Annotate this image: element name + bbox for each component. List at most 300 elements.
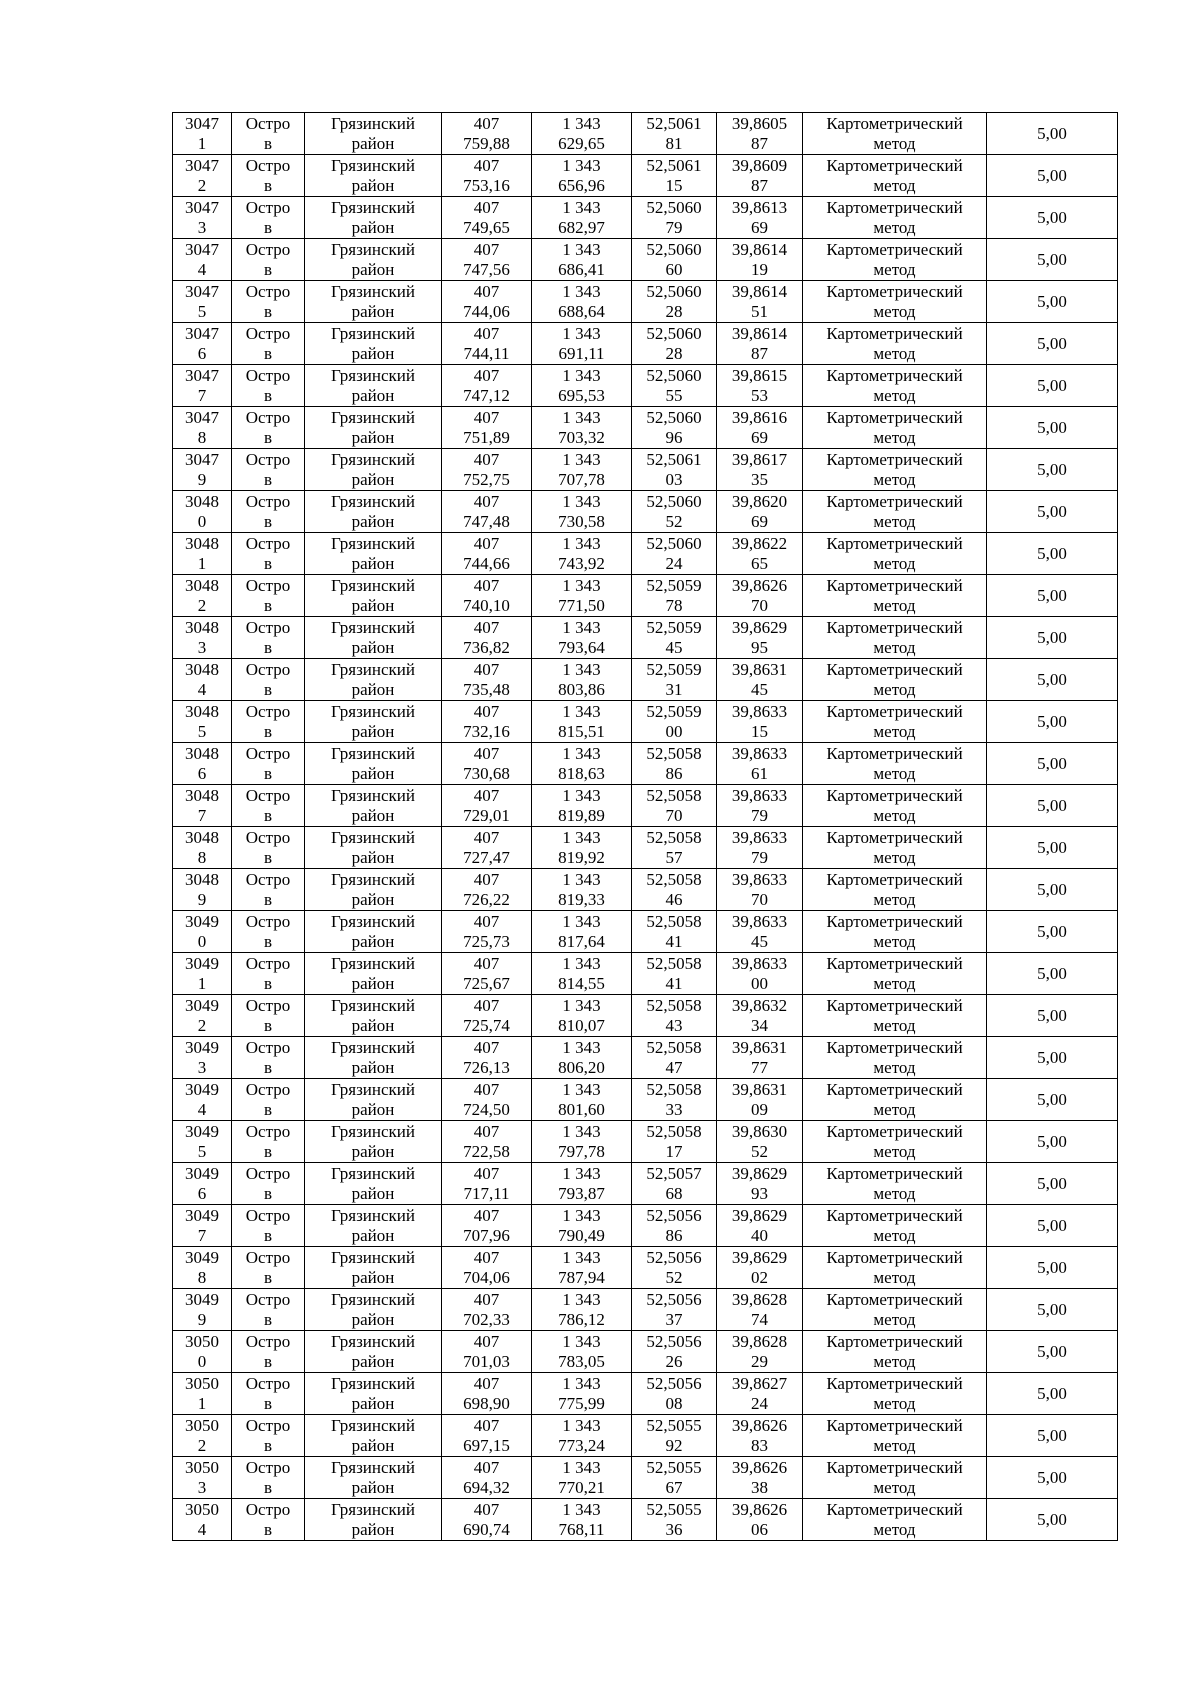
latitude-cell: [632, 659, 717, 701]
coord-x-line: 407: [473, 827, 500, 847]
point-number-cell: [173, 827, 232, 869]
longitude-cell: [717, 113, 803, 155]
object-type-line: Остро: [245, 701, 291, 721]
coord-y-line: 1 343: [562, 995, 601, 1015]
latitude-line: 08: [665, 1393, 683, 1413]
accuracy-cell: 5,00: [987, 1037, 1118, 1079]
latitude-cell: [632, 1457, 717, 1499]
latitude-line: 70: [665, 805, 683, 825]
latitude-line: 52,5058: [646, 995, 702, 1015]
coord-x-cell: [442, 1121, 532, 1163]
coord-y-line: 1 343: [562, 449, 601, 469]
longitude-line: 19: [751, 259, 768, 279]
method-line: метод: [873, 469, 916, 489]
object-type-line: Остро: [245, 1373, 291, 1393]
table-row: [173, 491, 1118, 533]
point-number-line: 4: [197, 679, 207, 699]
latitude-line: 52,5059: [646, 575, 702, 595]
longitude-line: 39,8629: [731, 1205, 788, 1225]
longitude-line: 39,8626: [731, 575, 788, 595]
coord-x-line: 407: [473, 407, 500, 427]
latitude-line: 52,5056: [646, 1289, 702, 1309]
point-number-line: 3049: [185, 953, 219, 973]
longitude-line: 69: [751, 217, 768, 237]
coord-y-cell: [532, 869, 632, 911]
longitude-line: 39,8622: [731, 533, 788, 553]
district-line: Грязинский: [331, 617, 415, 637]
coord-y-cell: [532, 1205, 632, 1247]
method-cell: [803, 617, 987, 659]
object-type-cell: [232, 1289, 305, 1331]
method-cell: [803, 827, 987, 869]
point-number-line: 6: [197, 1183, 207, 1203]
point-number-line: 3047: [185, 407, 219, 427]
latitude-line: 52,5060: [646, 491, 702, 511]
coord-x-cell: [442, 323, 532, 365]
object-type-cell: [232, 449, 305, 491]
method-line: Картометрический: [826, 1457, 963, 1477]
coord-y-cell: [532, 995, 632, 1037]
table-row: [173, 659, 1118, 701]
longitude-line: 52: [751, 1141, 768, 1161]
point-number-line: 3047: [185, 113, 219, 133]
longitude-line: 39,8605: [731, 113, 788, 133]
district-line: район: [351, 973, 395, 993]
coord-y-cell: [532, 1289, 632, 1331]
latitude-line: 15: [665, 175, 683, 195]
point-number-line: 3048: [185, 659, 219, 679]
district-cell: [305, 1457, 442, 1499]
district-cell: [305, 1289, 442, 1331]
method-line: метод: [873, 1267, 916, 1287]
coord-y-line: 1 343: [562, 113, 601, 133]
district-cell: [305, 1121, 442, 1163]
coord-x-line: 407: [473, 1457, 500, 1477]
district-cell: [305, 743, 442, 785]
table-row: [173, 449, 1118, 491]
district-cell: [305, 491, 442, 533]
point-number-cell: [173, 281, 232, 323]
longitude-line: 39,8628: [731, 1289, 788, 1309]
method-line: Картометрический: [826, 197, 963, 217]
accuracy-cell: 5,00: [987, 491, 1118, 533]
point-number-line: 3: [197, 637, 207, 657]
object-type-line: Остро: [245, 911, 291, 931]
district-cell: [305, 1247, 442, 1289]
point-number-cell: [173, 239, 232, 281]
point-number-line: 9: [197, 1309, 207, 1329]
point-number-cell: [173, 491, 232, 533]
method-line: метод: [873, 511, 916, 531]
method-cell: [803, 1457, 987, 1499]
district-cell: [305, 701, 442, 743]
coord-x-cell: [442, 1163, 532, 1205]
point-number-line: 7: [197, 805, 207, 825]
object-type-line: в: [263, 1057, 273, 1077]
point-number-cell: [173, 785, 232, 827]
method-line: Картометрический: [826, 533, 963, 553]
district-line: район: [351, 553, 395, 573]
district-cell: [305, 869, 442, 911]
object-type-line: в: [263, 1477, 273, 1497]
coord-x-line: 694,32: [463, 1477, 510, 1497]
district-cell: [305, 239, 442, 281]
latitude-cell: [632, 1331, 717, 1373]
object-type-cell: [232, 365, 305, 407]
longitude-cell: [717, 239, 803, 281]
object-type-line: Остро: [245, 281, 291, 301]
accuracy-cell: 5,00: [987, 407, 1118, 449]
coord-y-line: 1 343: [562, 155, 601, 175]
method-line: метод: [873, 301, 916, 321]
latitude-line: 52,5056: [646, 1331, 702, 1351]
district-line: район: [351, 175, 395, 195]
coord-x-line: 407: [473, 1415, 500, 1435]
method-line: метод: [873, 259, 916, 279]
coord-x-line: 749,65: [463, 217, 510, 237]
district-line: Грязинский: [331, 365, 415, 385]
method-line: Картометрический: [826, 953, 963, 973]
coord-x-line: 407: [473, 365, 500, 385]
point-number-cell: [173, 1121, 232, 1163]
object-type-line: в: [263, 511, 273, 531]
longitude-line: 39,8620: [731, 491, 788, 511]
latitude-line: 52,5060: [646, 365, 702, 385]
table-row: [173, 323, 1118, 365]
method-line: метод: [873, 763, 916, 783]
coord-y-line: 695,53: [558, 385, 605, 405]
coord-y-line: 801,60: [558, 1099, 605, 1119]
coord-y-line: 819,92: [558, 847, 605, 867]
object-type-line: в: [263, 133, 273, 153]
coord-y-cell: [532, 575, 632, 617]
coord-y-cell: [532, 701, 632, 743]
point-number-line: 3048: [185, 491, 219, 511]
coord-x-line: 759,88: [463, 133, 510, 153]
object-type-line: Остро: [245, 1247, 291, 1267]
method-cell: [803, 785, 987, 827]
coord-x-line: 732,16: [463, 721, 510, 741]
accuracy-cell: 5,00: [987, 1121, 1118, 1163]
method-line: метод: [873, 385, 916, 405]
latitude-cell: [632, 1079, 717, 1121]
method-line: Картометрический: [826, 785, 963, 805]
point-number-cell: [173, 197, 232, 239]
longitude-cell: [717, 1499, 803, 1541]
method-line: метод: [873, 805, 916, 825]
latitude-line: 52,5056: [646, 1373, 702, 1393]
coord-y-line: 1 343: [562, 575, 601, 595]
longitude-cell: [717, 1457, 803, 1499]
coord-y-line: 1 343: [562, 407, 601, 427]
method-cell: [803, 1331, 987, 1373]
accuracy-cell: 5,00: [987, 953, 1118, 995]
coord-x-line: 727,47: [463, 847, 510, 867]
coord-x-line: 407: [473, 1163, 500, 1183]
table-row: [173, 1247, 1118, 1289]
longitude-line: 93: [751, 1183, 768, 1203]
latitude-line: 52,5060: [646, 533, 702, 553]
latitude-cell: [632, 617, 717, 659]
point-number-line: 3050: [185, 1373, 219, 1393]
latitude-line: 00: [665, 721, 683, 741]
object-type-cell: [232, 239, 305, 281]
point-number-line: 3049: [185, 1247, 219, 1267]
coord-y-line: 1 343: [562, 1121, 601, 1141]
method-cell: [803, 1163, 987, 1205]
method-line: метод: [873, 1309, 916, 1329]
method-cell: [803, 743, 987, 785]
object-type-line: в: [263, 385, 273, 405]
latitude-line: 52,5060: [646, 407, 702, 427]
latitude-cell: [632, 1247, 717, 1289]
coord-x-cell: [442, 365, 532, 407]
method-line: Картометрический: [826, 365, 963, 385]
object-type-cell: [232, 281, 305, 323]
coord-x-line: 407: [473, 533, 500, 553]
latitude-line: 52,5058: [646, 869, 702, 889]
district-cell: [305, 1499, 442, 1541]
coord-y-line: 783,05: [558, 1351, 605, 1371]
longitude-line: 70: [751, 889, 768, 909]
method-line: метод: [873, 1141, 916, 1161]
point-number-cell: [173, 953, 232, 995]
latitude-line: 41: [665, 973, 683, 993]
point-number-line: 3048: [185, 827, 219, 847]
method-line: метод: [873, 679, 916, 699]
coord-y-line: 1 343: [562, 281, 601, 301]
point-number-cell: [173, 1415, 232, 1457]
coord-x-line: 407: [473, 995, 500, 1015]
accuracy-cell: 5,00: [987, 869, 1118, 911]
method-line: Картометрический: [826, 1079, 963, 1099]
coord-x-line: 407: [473, 659, 500, 679]
method-line: Картометрический: [826, 869, 963, 889]
latitude-line: 36: [665, 1519, 683, 1539]
district-line: район: [351, 763, 395, 783]
method-line: метод: [873, 1477, 916, 1497]
longitude-line: 79: [751, 847, 768, 867]
object-type-cell: [232, 995, 305, 1037]
coord-x-line: 752,75: [463, 469, 510, 489]
method-line: метод: [873, 1057, 916, 1077]
method-line: метод: [873, 595, 916, 615]
longitude-line: 39,8615: [731, 365, 788, 385]
object-type-cell: [232, 323, 305, 365]
coord-x-line: 729,01: [463, 805, 510, 825]
district-cell: [305, 995, 442, 1037]
point-number-line: 4: [197, 1519, 207, 1539]
point-number-line: 1: [197, 1393, 207, 1413]
coord-y-line: 770,21: [558, 1477, 605, 1497]
table-row: [173, 113, 1118, 155]
method-line: Картометрический: [826, 575, 963, 595]
point-number-line: 3048: [185, 743, 219, 763]
method-line: Картометрический: [826, 1289, 963, 1309]
table-row: [173, 869, 1118, 911]
coord-y-line: 771,50: [558, 595, 605, 615]
longitude-line: 39,8626: [731, 1415, 788, 1435]
point-number-cell: [173, 701, 232, 743]
longitude-line: 39,8633: [731, 701, 788, 721]
table-row: [173, 365, 1118, 407]
object-type-line: в: [263, 973, 273, 993]
point-number-cell: [173, 449, 232, 491]
method-line: метод: [873, 427, 916, 447]
coord-x-cell: [442, 1373, 532, 1415]
district-cell: [305, 953, 442, 995]
point-number-cell: [173, 1163, 232, 1205]
accuracy-cell: 5,00: [987, 1331, 1118, 1373]
coord-y-cell: [532, 155, 632, 197]
district-cell: [305, 281, 442, 323]
district-cell: [305, 1037, 442, 1079]
latitude-line: 57: [665, 847, 683, 867]
longitude-cell: [717, 449, 803, 491]
point-number-cell: [173, 407, 232, 449]
object-type-cell: [232, 1457, 305, 1499]
latitude-line: 31: [665, 679, 683, 699]
method-line: метод: [873, 1351, 916, 1371]
district-cell: [305, 365, 442, 407]
point-number-line: 3: [197, 1477, 207, 1497]
district-cell: [305, 533, 442, 575]
district-line: Грязинский: [331, 1205, 415, 1225]
coord-x-line: 747,56: [463, 259, 510, 279]
object-type-cell: [232, 491, 305, 533]
method-line: метод: [873, 1183, 916, 1203]
coord-x-cell: [442, 155, 532, 197]
method-line: метод: [873, 343, 916, 363]
coord-x-line: 407: [473, 701, 500, 721]
coord-y-line: 1 343: [562, 659, 601, 679]
coord-x-cell: [442, 1205, 532, 1247]
object-type-cell: [232, 407, 305, 449]
coord-x-line: 751,89: [463, 427, 510, 447]
coord-y-line: 629,65: [558, 133, 605, 153]
district-line: Грязинский: [331, 1373, 415, 1393]
district-line: Грязинский: [331, 1037, 415, 1057]
object-type-line: Остро: [245, 1415, 291, 1435]
coord-x-line: 753,16: [463, 175, 510, 195]
coord-y-line: 1 343: [562, 365, 601, 385]
district-line: район: [351, 301, 395, 321]
coord-x-line: 407: [473, 1289, 500, 1309]
latitude-cell: [632, 953, 717, 995]
longitude-line: 39,8609: [731, 155, 788, 175]
coord-x-cell: [442, 1415, 532, 1457]
latitude-cell: [632, 1289, 717, 1331]
method-cell: [803, 533, 987, 575]
accuracy-cell: 5,00: [987, 533, 1118, 575]
coord-y-line: 787,94: [558, 1267, 605, 1287]
coord-y-line: 790,49: [558, 1225, 605, 1245]
point-number-line: 0: [197, 1351, 207, 1371]
coord-x-line: 407: [473, 911, 500, 931]
coord-x-line: 702,33: [463, 1309, 510, 1329]
district-cell: [305, 617, 442, 659]
district-line: Грязинский: [331, 659, 415, 679]
coord-y-line: 1 343: [562, 1247, 601, 1267]
table-row: [173, 1205, 1118, 1247]
point-number-line: 3047: [185, 323, 219, 343]
district-line: Грязинский: [331, 1457, 415, 1477]
coord-y-line: 1 343: [562, 1457, 601, 1477]
coord-y-cell: [532, 743, 632, 785]
object-type-line: в: [263, 805, 273, 825]
method-line: метод: [873, 133, 916, 153]
longitude-cell: [717, 365, 803, 407]
latitude-cell: [632, 1121, 717, 1163]
accuracy-cell: 5,00: [987, 449, 1118, 491]
object-type-line: Остро: [245, 1037, 291, 1057]
coord-y-cell: [532, 1037, 632, 1079]
coord-x-cell: [442, 785, 532, 827]
longitude-line: 39,8626: [731, 1457, 788, 1477]
district-line: Грязинский: [331, 1499, 415, 1519]
coord-x-cell: [442, 827, 532, 869]
accuracy-cell: 5,00: [987, 575, 1118, 617]
point-number-cell: [173, 1373, 232, 1415]
table-row: [173, 1163, 1118, 1205]
point-number-line: 3049: [185, 1289, 219, 1309]
table-row: [173, 1289, 1118, 1331]
latitude-line: 86: [665, 763, 683, 783]
object-type-line: в: [263, 847, 273, 867]
coord-y-cell: [532, 953, 632, 995]
coord-y-line: 793,87: [558, 1183, 605, 1203]
coord-x-line: 717,11: [463, 1183, 510, 1203]
method-line: Картометрический: [826, 1121, 963, 1141]
latitude-cell: [632, 323, 717, 365]
latitude-line: 28: [665, 301, 683, 321]
coord-y-cell: [532, 1373, 632, 1415]
object-type-cell: [232, 827, 305, 869]
latitude-cell: [632, 407, 717, 449]
coord-y-line: 819,33: [558, 889, 605, 909]
latitude-line: 52,5058: [646, 743, 702, 763]
longitude-cell: [717, 827, 803, 869]
coord-x-line: 407: [473, 1373, 500, 1393]
district-line: район: [351, 1309, 395, 1329]
district-cell: [305, 827, 442, 869]
point-number-cell: [173, 995, 232, 1037]
longitude-cell: [717, 1079, 803, 1121]
coord-x-line: 407: [473, 869, 500, 889]
longitude-line: 39,8629: [731, 1163, 788, 1183]
coord-x-cell: [442, 239, 532, 281]
longitude-cell: [717, 281, 803, 323]
point-number-cell: [173, 1289, 232, 1331]
accuracy-cell: 5,00: [987, 1457, 1118, 1499]
coord-x-line: 407: [473, 1121, 500, 1141]
longitude-line: 29: [751, 1351, 768, 1371]
coord-x-cell: [442, 281, 532, 323]
accuracy-cell: 5,00: [987, 659, 1118, 701]
object-type-line: в: [263, 1267, 273, 1287]
object-type-cell: [232, 953, 305, 995]
point-number-line: 6: [197, 763, 207, 783]
coord-y-line: 1 343: [562, 1079, 601, 1099]
coord-x-line: 698,90: [463, 1393, 510, 1413]
object-type-line: Остро: [245, 743, 291, 763]
coord-x-cell: [442, 575, 532, 617]
object-type-line: Остро: [245, 365, 291, 385]
longitude-line: 39,8633: [731, 911, 788, 931]
point-number-line: 4: [197, 1099, 207, 1119]
accuracy-cell: 5,00: [987, 1373, 1118, 1415]
coord-x-line: 740,10: [463, 595, 510, 615]
